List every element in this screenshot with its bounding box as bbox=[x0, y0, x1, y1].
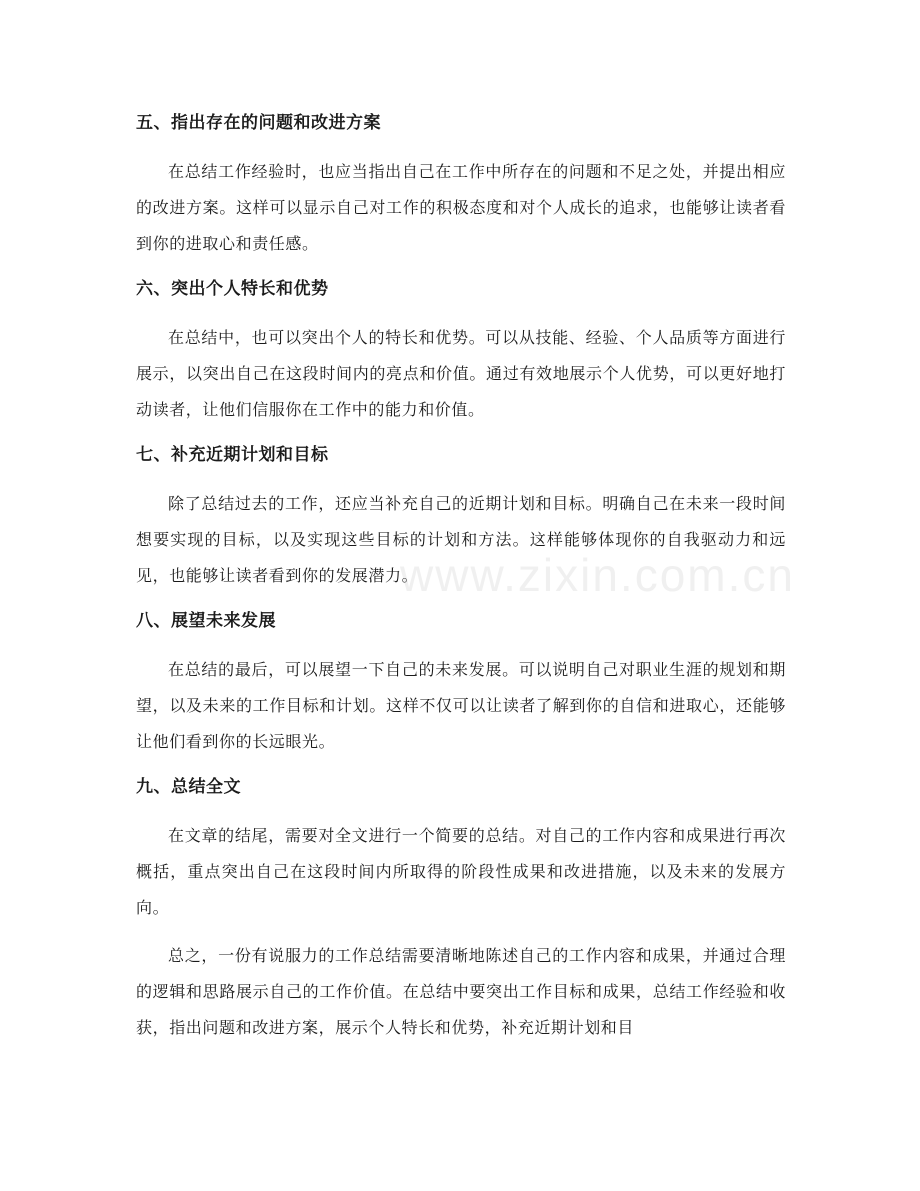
section-paragraph: 在总结的最后，可以展望一下自己的未来发展。可以说明自己对职业生涯的规划和期望，以及未来的工作目标和计划。这样不仅可以让读者了解到你的自信和进取心，还能够让他们看到你的长远眼光。 bbox=[136, 660, 786, 751]
section-heading: 七、补充近期计划和目标 bbox=[136, 445, 329, 465]
section-8 bbox=[136, 606, 786, 760]
document-page bbox=[136, 108, 786, 1058]
section-heading: 九、总结全文 bbox=[136, 777, 241, 797]
section-paragraph: 除了总结过去的工作，还应当补充自己的近期计划和目标。明确自己在未来一段时间想要实现的目标，以及实现这些目标的计划和方法。这样能够体现你的自我驱动力和远见，也能够让读者看到你的发展潜力。 bbox=[136, 494, 786, 585]
section-paragraph: 在文章的结尾，需要对全文进行一个简要的总结。对自己的工作内容和成果进行再次概括，重点突出自己在这段时间内所取得的阶段性成果和改进措施，以及未来的发展方向。 bbox=[136, 826, 786, 917]
watermark: www.zixin.com.cn bbox=[400, 549, 795, 601]
section-heading: 八、展望未来发展 bbox=[136, 611, 276, 631]
section-heading: 五、指出存在的问题和改进方案 bbox=[136, 113, 381, 133]
section-paragraph: 在总结工作经验时，也应当指出自己在工作中所存在的问题和不足之处，并提出相应的改进方案。这样可以显示自己对工作的积极态度和对个人成长的追求，也能够让读者看到你的进取心和责任感。 bbox=[136, 162, 786, 253]
section-heading: 六、突出个人特长和优势 bbox=[136, 279, 329, 299]
section-9 bbox=[136, 772, 786, 1046]
conclusion-paragraph: 总之，一份有说服力的工作总结需要清晰地陈述自己的工作内容和成果，并通过合理的逻辑和思路展示自己的工作价值。在总结中要突出工作目标和成果，总结工作经验和收获，指出问题和改进方案，展示个人特长和优势，补充近期计划和目 bbox=[136, 946, 786, 1037]
section-5 bbox=[136, 108, 786, 262]
section-6 bbox=[136, 274, 786, 428]
section-7 bbox=[136, 440, 786, 594]
section-paragraph: 在总结中，也可以突出个人的特长和优势。可以从技能、经验、个人品质等方面进行展示，以突出自己在这段时间内的亮点和价值。通过有效地展示个人优势，可以更好地打动读者，让他们信服你在工作中的能力和价值。 bbox=[136, 328, 786, 419]
